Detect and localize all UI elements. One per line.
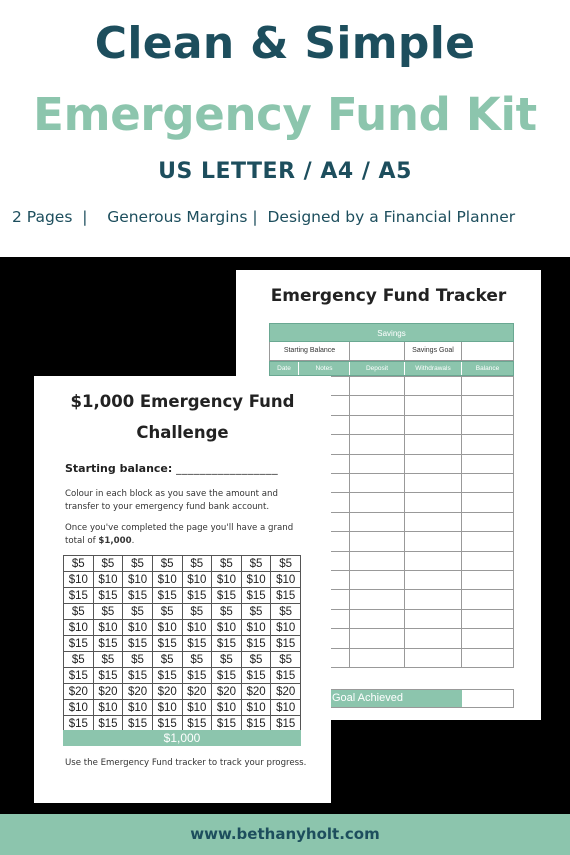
savings-block: $15 (182, 588, 212, 604)
savings-block: $20 (182, 684, 212, 700)
grid-row (64, 684, 301, 700)
challenge-title (34, 386, 331, 448)
savings-block: $10 (212, 620, 242, 636)
grid-row (64, 556, 301, 572)
savings-block: $10 (182, 620, 212, 636)
feature-list: 2 Pages | Generous Margins | Designed by a Financial Planner (12, 208, 516, 226)
challenge-title-text: $1,000 Emergency Fund Challenge (70, 392, 295, 442)
instruction-total (65, 522, 310, 547)
savings-block: $10 (241, 572, 271, 588)
savings-block: $10 (123, 620, 153, 636)
savings-block: $10 (152, 572, 182, 588)
savings-block: $5 (241, 556, 271, 572)
instruction-colour: Colour in each block as you save the amount and transfer to your emergency fund bank account. (65, 489, 278, 512)
savings-block: $15 (212, 668, 242, 684)
headline-subtitle: Emergency Fund Kit (33, 88, 537, 141)
savings-block: $15 (271, 716, 301, 732)
savings-block: $5 (123, 652, 153, 668)
savings-block: $10 (271, 572, 301, 588)
savings-block: $15 (241, 636, 271, 652)
feature-margins: Generous Margins (107, 208, 248, 226)
tracker-savings-header: Savings (269, 323, 514, 342)
savings-block: $5 (152, 556, 182, 572)
savings-block: $15 (152, 636, 182, 652)
savings-block: $10 (64, 700, 94, 716)
savings-block: $20 (271, 684, 301, 700)
savings-block: $10 (271, 620, 301, 636)
instruction-total-end: . (131, 535, 135, 546)
savings-block: $5 (212, 556, 242, 572)
grid-row (64, 572, 301, 588)
savings-block: $20 (64, 684, 94, 700)
savings-block: $5 (93, 652, 123, 668)
savings-block: $15 (241, 588, 271, 604)
savings-block: $15 (93, 588, 123, 604)
col-deposit: Deposit (350, 362, 405, 375)
savings-block: $10 (182, 572, 212, 588)
savings-block: $15 (182, 716, 212, 732)
savings-block: $10 (241, 620, 271, 636)
savings-block: $15 (123, 588, 153, 604)
savings-block: $10 (271, 700, 301, 716)
savings-goal-value (462, 342, 513, 360)
savings-block: $10 (212, 700, 242, 716)
savings-block: $10 (64, 620, 94, 636)
savings-block: $5 (212, 652, 242, 668)
savings-block: $15 (64, 668, 94, 684)
tracker-title: Emergency Fund Tracker (270, 286, 507, 306)
challenge-total: $1,000 (63, 730, 301, 746)
savings-block: $15 (93, 668, 123, 684)
savings-block: $15 (64, 636, 94, 652)
savings-block: $5 (152, 604, 182, 620)
starting-balance-label: Starting Balance (270, 342, 350, 360)
savings-block: $5 (241, 652, 271, 668)
savings-block: $20 (152, 684, 182, 700)
savings-block: $15 (64, 588, 94, 604)
instruction-total-amount: $1,000 (98, 535, 132, 546)
grid-row (64, 620, 301, 636)
savings-block: $15 (152, 668, 182, 684)
savings-block: $15 (152, 588, 182, 604)
savings-block: $15 (123, 716, 153, 732)
savings-block: $5 (271, 556, 301, 572)
tracker-column-header (269, 361, 514, 376)
savings-block: $5 (64, 556, 94, 572)
savings-block: $20 (123, 684, 153, 700)
savings-block: $5 (212, 604, 242, 620)
instruction-total-text: Once you've completed the page you'll have a grand total of (65, 523, 294, 546)
grid-row (64, 636, 301, 652)
grid-row (64, 652, 301, 668)
savings-block: $5 (93, 556, 123, 572)
headline-title: Clean & Simple (94, 18, 476, 69)
format-list: US LETTER / A4 / A5 (158, 159, 412, 184)
challenge-page (34, 376, 331, 803)
savings-block: $15 (271, 668, 301, 684)
savings-block: $20 (241, 684, 271, 700)
col-withdrawals: Withdrawals (405, 362, 462, 375)
savings-block: $5 (64, 604, 94, 620)
website-footer: www.bethanyholt.com (0, 814, 570, 855)
starting-balance-label: Starting balance: (65, 462, 173, 475)
col-notes: Notes (299, 362, 350, 375)
savings-block: $15 (271, 636, 301, 652)
grid-row (64, 668, 301, 684)
savings-block: $15 (241, 668, 271, 684)
savings-block: $15 (93, 716, 123, 732)
savings-block: $10 (93, 572, 123, 588)
savings-block: $5 (182, 604, 212, 620)
savings-block: $5 (64, 652, 94, 668)
savings-block: $10 (123, 572, 153, 588)
savings-block: $10 (241, 700, 271, 716)
savings-block: $10 (93, 620, 123, 636)
savings-block: $5 (271, 652, 301, 668)
savings-block: $10 (212, 572, 242, 588)
starting-balance-value (350, 342, 405, 360)
savings-block: $15 (182, 668, 212, 684)
savings-block: $15 (212, 716, 242, 732)
savings-block: $10 (152, 700, 182, 716)
savings-block: $5 (182, 652, 212, 668)
savings-block: $15 (123, 636, 153, 652)
savings-block: $5 (152, 652, 182, 668)
savings-block: $15 (241, 716, 271, 732)
savings-block: $10 (123, 700, 153, 716)
savings-block: $20 (212, 684, 242, 700)
savings-block: $15 (182, 636, 212, 652)
savings-block: $15 (123, 668, 153, 684)
col-balance: Balance (475, 365, 500, 372)
savings-block: $15 (93, 636, 123, 652)
savings-block: $5 (123, 604, 153, 620)
savings-block: $5 (241, 604, 271, 620)
savings-block: $15 (152, 716, 182, 732)
savings-block: $5 (182, 556, 212, 572)
savings-block: $15 (212, 588, 242, 604)
savings-block: $10 (93, 700, 123, 716)
grid-row (64, 604, 301, 620)
col-date: Date (270, 362, 299, 375)
savings-block: $5 (271, 604, 301, 620)
savings-block: $5 (93, 604, 123, 620)
starting-balance (65, 462, 278, 475)
savings-block: $15 (271, 588, 301, 604)
savings-block: $10 (182, 700, 212, 716)
savings-block: $15 (64, 716, 94, 732)
feature-pages: 2 Pages (12, 208, 73, 226)
savings-block: $20 (93, 684, 123, 700)
grid-row (64, 700, 301, 716)
challenge-footer-note: Use the Emergency Fund tracker to track your progress. (65, 758, 307, 768)
savings-block: $15 (212, 636, 242, 652)
tracker-balance-row (269, 342, 514, 361)
starting-balance-line: _________________ (176, 462, 279, 475)
grid-row (64, 588, 301, 604)
feature-designer: Designed by a Financial Planner (267, 208, 516, 226)
savings-block: $10 (64, 572, 94, 588)
savings-block: $5 (123, 556, 153, 572)
savings-goal-label: Savings Goal (405, 342, 462, 360)
goal-achieved-label: Goal Achieved (332, 692, 403, 704)
savings-block: $10 (152, 620, 182, 636)
savings-block-grid (63, 555, 301, 732)
